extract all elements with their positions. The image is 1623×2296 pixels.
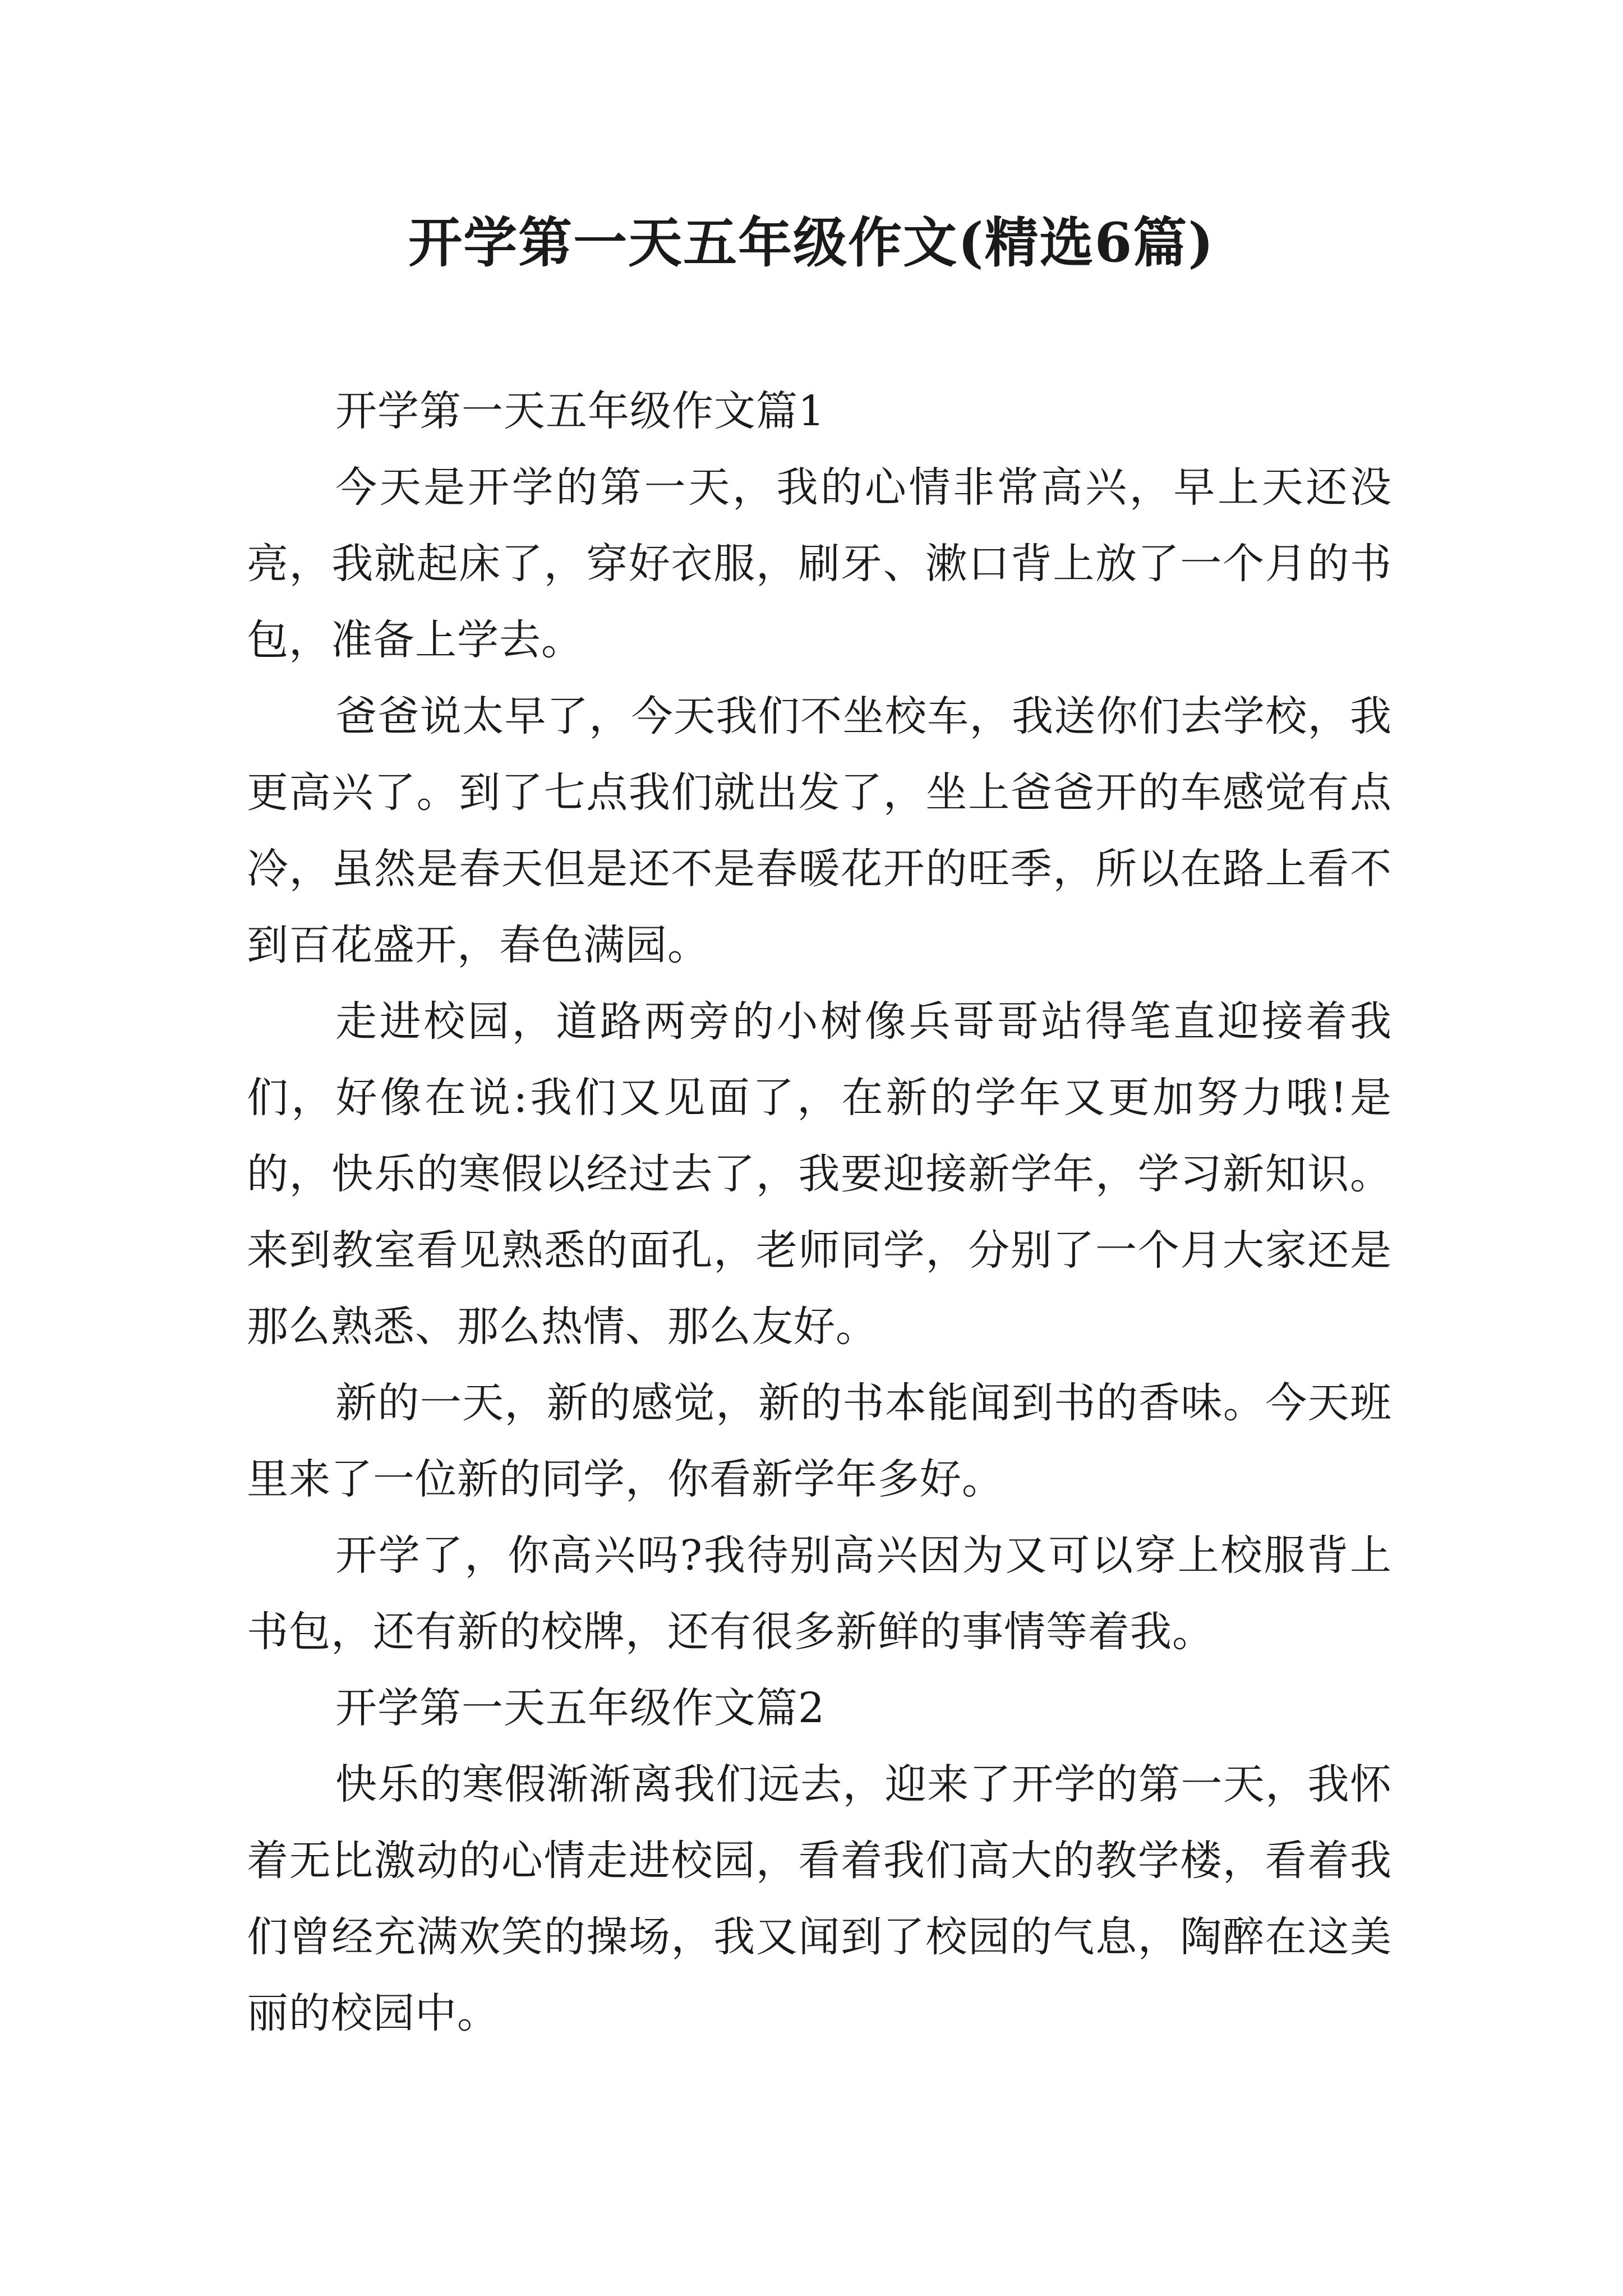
section-heading-1: 开学第一天五年级作文篇1 [335, 387, 826, 435]
paragraph-6: 快乐的寒假渐渐离我们远去，迎来了开学的第一天，我怀着无比激动的心情走进校园，看着我们高大的教学楼，看着我们曾经充满欢笑的操场，我又闻到了校园的气息，陶醉在这美丽的校园中。 [247, 1760, 1392, 2037]
paragraph-3: 走进校园，道路两旁的小树像兵哥哥站得笔直迎接着我们，好像在说:我们又见面了，在新的学年又更加努力哦!是的，快乐的寒假以经过去了，我要迎接新学年，学习新知识。来到教室看见熟悉的面孔，老师同学，分别了一个月大家还是那么熟悉、那么热情、那么友好。 [247, 997, 1392, 1351]
document-body [247, 373, 1392, 2051]
paragraph-5: 开学了，你高兴吗?我待别高兴因为又可以穿上校服背上书包，还有新的校牌，还有很多新鲜的事情等着我。 [247, 1531, 1392, 1656]
paragraph-4: 新的一天，新的感觉，新的书本能闻到书的香味。今天班里来了一位新的同学，你看新学年多好。 [247, 1379, 1392, 1503]
document-title: 开学第一天五年级作文(精选6篇) [408, 211, 1215, 274]
paragraph-2: 爸爸说太早了，今天我们不坐校车，我送你们去学校，我更高兴了。到了七点我们就出发了，坐上爸爸开的车感觉有点冷，虽然是春天但是还不是春暖花开的旺季，所以在路上看不到百花盛开，春色满园。 [247, 692, 1392, 969]
section-heading-2: 开学第一天五年级作文篇2 [335, 1684, 826, 1732]
paragraph-1: 今天是开学的第一天，我的心情非常高兴，早上天还没亮，我就起床了，穿好衣服，刷牙、漱口背上放了一个月的书包，准备上学去。 [247, 463, 1392, 664]
